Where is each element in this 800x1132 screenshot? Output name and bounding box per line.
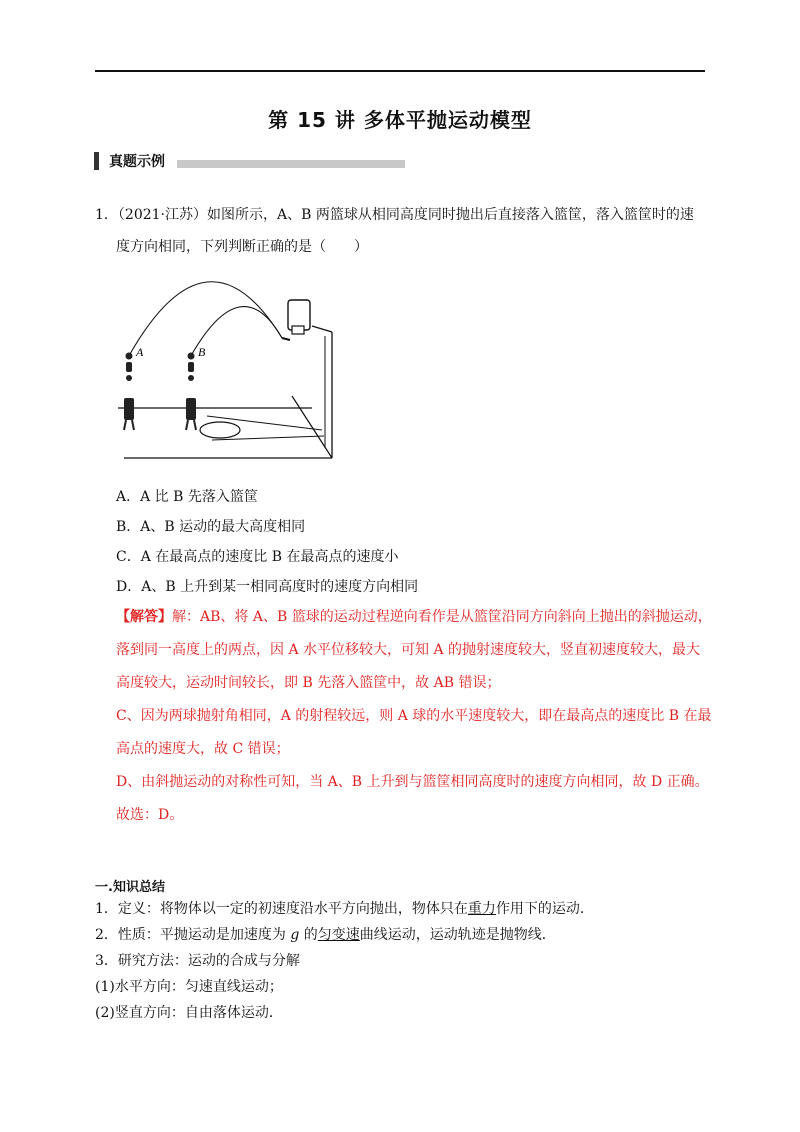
question-number: 1．	[95, 207, 118, 223]
knowledge-line-1	[95, 900, 594, 918]
section-label: 真题示例	[109, 154, 165, 170]
kl2-pre: 2．性质：平抛运动是加速度为	[95, 927, 291, 943]
section-marker	[94, 152, 99, 170]
answer-line-7: 故选：D。	[116, 807, 184, 823]
answer-line-5: 高点的速度大，故 C 错误；	[116, 741, 290, 757]
label-a: A	[136, 345, 144, 359]
kl2-post: 曲线运动，运动轨迹是抛物线．	[359, 927, 556, 943]
question-stem-2: 度方向相同，下列判断正确的是（ ）	[116, 239, 368, 255]
knowledge-heading: 一.知识总结	[95, 880, 165, 895]
label-b: B	[198, 345, 206, 359]
player-b	[186, 353, 196, 431]
trajectory-b	[192, 307, 282, 354]
question-stem-1: （2021·江苏）如图所示，A、B 两篮球从相同高度同时抛出后直接落入篮筐，落入篮筐时的速	[117, 207, 694, 223]
page-title: 第 15 讲 多体平抛运动模型	[268, 108, 532, 132]
option-c: C．A 在最高点的速度比 B 在最高点的速度小	[116, 549, 399, 565]
section-header	[94, 150, 405, 172]
kl2-mid: 的	[299, 927, 318, 943]
option-b: B．A、B 运动的最大高度相同	[116, 519, 306, 535]
rim	[282, 338, 290, 340]
question-line-1	[95, 206, 694, 224]
answer-tag: 【解答】	[116, 609, 172, 625]
key-line-top	[207, 416, 322, 430]
knowledge-line-4: (1)水平方向：匀速直线运动；	[95, 979, 283, 995]
answer-text-1: 解：AB、将 A、B 篮球的运动过程逆向看作是从篮筐沿同方向斜向上抛出的斜抛运动，	[172, 609, 712, 625]
answer-line-4: C、因为两球抛射角相同，A 的射程较远，则 A 球的水平速度较大，即在最高点的速度比 B 在最	[116, 708, 712, 724]
kl2-underlined: 匀变速	[317, 927, 360, 943]
kl2-g: g	[290, 927, 300, 943]
knowledge-line-5: (2)竖直方向：自由落体运动．	[95, 1005, 283, 1021]
kl1-post: 作用下的运动．	[495, 901, 594, 917]
knowledge-line-2	[95, 926, 556, 944]
answer-line-3: 高度较大，运动时间较长，即 B 先落入篮筐中，故 AB 错误；	[116, 675, 501, 691]
top-rule	[95, 70, 705, 72]
option-a: A．A 比 B 先落入篮筐	[116, 489, 258, 505]
trajectory-a	[130, 282, 282, 354]
answer-line-2: 落到同一高度上的两点，因 A 水平位移较大，可知 A 的抛射速度较大，竖直初速度较大，最大	[116, 642, 701, 658]
free-throw-circle	[200, 422, 240, 438]
section-stripe	[177, 160, 405, 168]
answer-line-6: D、由斜抛运动的对称性可知，当 A、B 上升到与篮筐相同高度时的速度方向相同，故 D 正确。	[116, 774, 709, 790]
answer-line-1	[116, 608, 712, 626]
option-d: D．A、B 上升到某一相同高度时的速度方向相同	[116, 579, 419, 595]
player-a	[124, 353, 134, 431]
stand-arm	[312, 326, 332, 332]
kl1-underlined: 重力	[467, 901, 496, 917]
basketball-figure	[112, 258, 344, 466]
hoop	[292, 326, 304, 334]
knowledge-line-3: 3．研究方法：运动的合成与分解	[95, 953, 300, 969]
kl1-pre: 1．定义：将物体以一定的初速度沿水平方向抛出，物体只在	[95, 901, 468, 917]
